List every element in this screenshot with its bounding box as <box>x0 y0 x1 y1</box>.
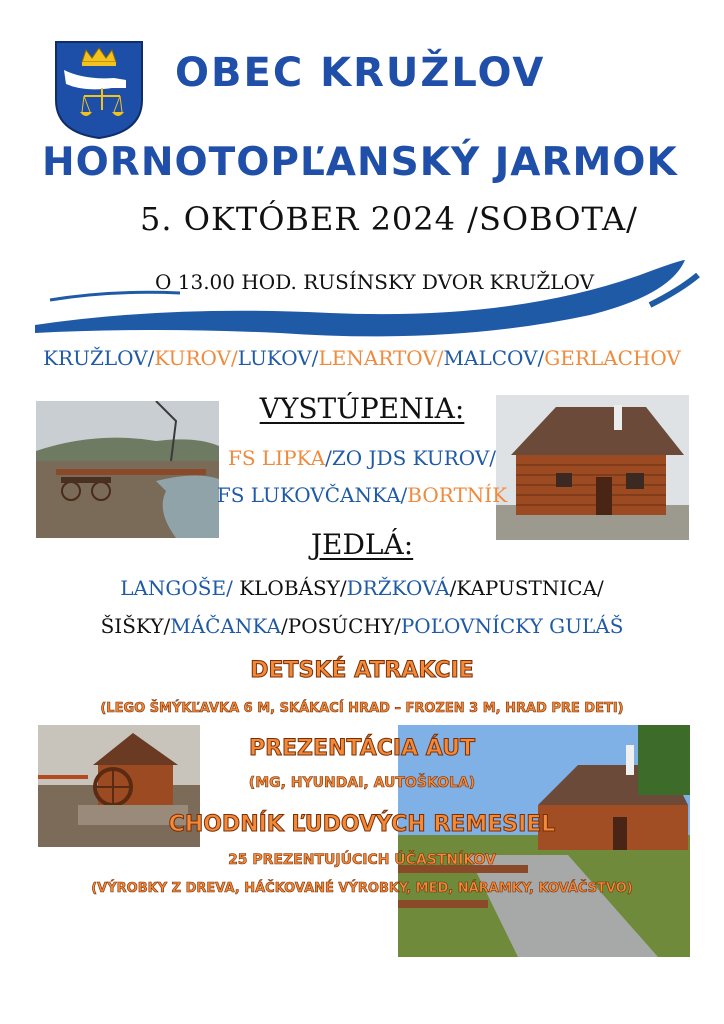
cars-detail: (MG, HYUNDAI, AUTOŠKOLA) <box>248 775 476 791</box>
village-kruzlov: KRUŽLOV/ <box>43 346 155 370</box>
food-heading: JEDLÁ: <box>310 528 414 561</box>
food-item: LANGOŠE/ <box>120 576 233 600</box>
village-lenartov: LENARTOV/ <box>318 346 444 370</box>
performer-zo-jds-kurov: /ZO JDS KUROV/ <box>325 446 497 470</box>
village-lukov: LUKOV/ <box>237 346 319 370</box>
event-title: HORNOTOPĽANSKÝ JARMOK <box>42 140 678 185</box>
wave-decoration <box>30 255 700 345</box>
villages-list <box>0 346 724 370</box>
village-coat-of-arms <box>54 40 144 140</box>
village-malcov: MALCOV/ <box>443 346 545 370</box>
food-item: DRŽKOVÁ <box>346 576 450 600</box>
performances-line1 <box>0 446 724 470</box>
food-line2 <box>0 614 724 638</box>
food-item: /POSÚCHY/ <box>281 614 401 638</box>
performer-bortnik: BORTNÍK <box>407 483 508 507</box>
food-item: /KAPUSTNICA/ <box>449 576 604 600</box>
time-place: O 13.00 HOD. RUSÍNSKY DVOR KRUŽLOV <box>155 270 595 294</box>
food-item: MÁČANKA <box>170 614 281 638</box>
food-line1 <box>0 576 724 600</box>
cars-heading: PREZENTÁCIA ÁUT <box>248 736 476 761</box>
kids-attractions-detail: (LEGO ŠMÝKĽAVKA 6 M, SKÁKACÍ HRAD – FROZEN 3 M, HRAD PRE DETI) <box>100 701 624 716</box>
performances-heading: VYSTÚPENIA: <box>259 392 465 425</box>
food-item: ŠIŠKY/ <box>100 614 171 638</box>
performer-fs-lukovcanka: FS LUKOVČANKA/ <box>216 483 408 507</box>
food-item: POĽOVNÍCKY GUĽÁŠ <box>400 614 624 638</box>
kids-attractions-heading: DETSKÉ ATRAKCIE <box>250 658 474 683</box>
performer-fs-lipka: FS LIPKA <box>227 446 326 470</box>
crafts-detail: (VÝROBKY Z DREVA, HÁČKOVANÉ VÝROBKY, MED, NÁRAMKY, KOVÁČSTVO) <box>91 881 633 896</box>
village-gerlachov: GERLACHOV <box>544 346 681 370</box>
crafts-heading: CHODNÍK ĽUDOVÝCH REMESIEL <box>168 812 556 837</box>
performances-line2 <box>0 483 724 507</box>
food-item: KLOBÁSY/ <box>232 576 347 600</box>
crafts-count: 25 PREZENTUJÚCICH ÚČASTNÍKOV <box>228 852 496 868</box>
village-kurov: KUROV/ <box>154 346 238 370</box>
village-title: OBEC KRUŽLOV <box>175 50 546 96</box>
event-date: 5. OKTÓBER 2024 /SOBOTA/ <box>140 200 638 238</box>
